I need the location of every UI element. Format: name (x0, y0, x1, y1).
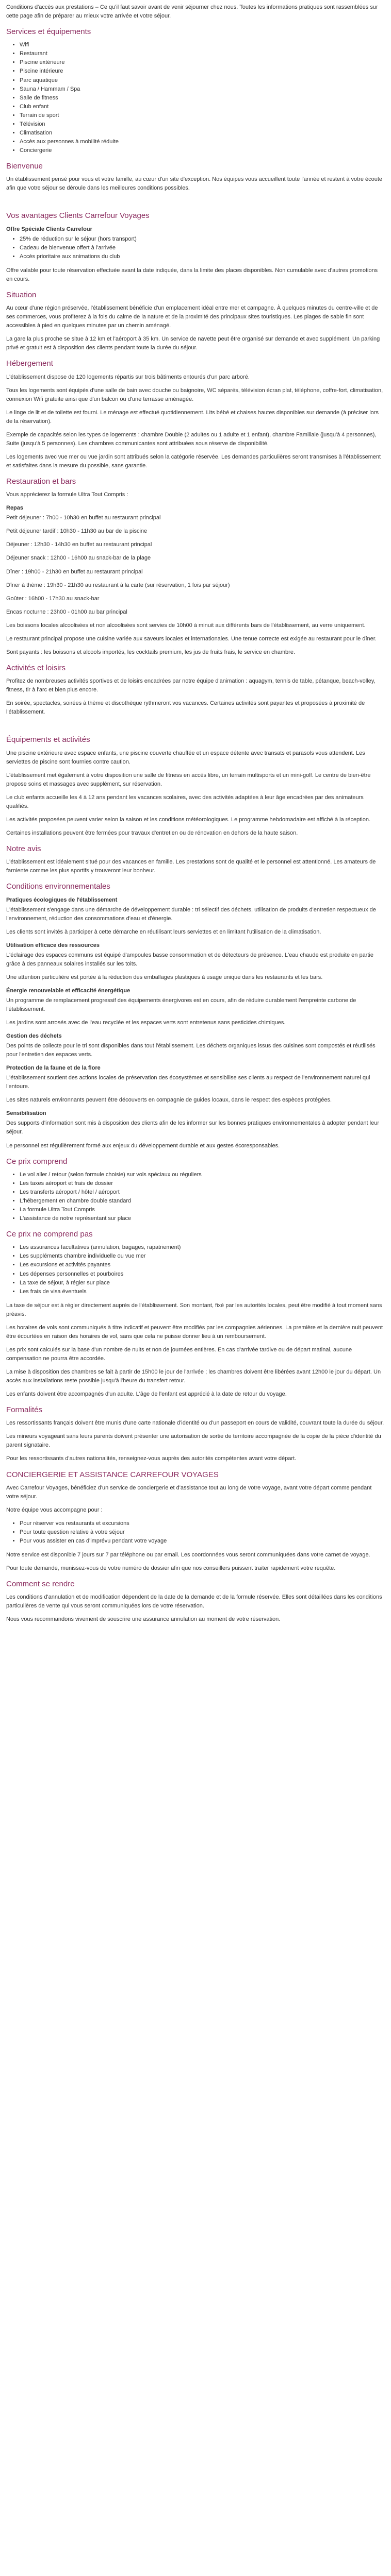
environnement-paragraph: Une attention particulière est portée à la réduction des emballages plastiques à usage unique dans les restaurants et les bars. (6, 974, 323, 980)
repas-line: Déjeuner snack : 12h00 - 16h00 au snack-bar de la plage (6, 555, 151, 562)
list-item: • Les excursions et activités payantes (20, 1261, 385, 1269)
situation-paragraph: La gare la plus proche se situe à 12 km et l'aéroport à 35 km. Un service de navette peut être organisé sur demande et avec supplément. Un parking privé et gratuit est à disposition des clients pendant toute la durée du séjour. (6, 336, 380, 351)
equipements-paragraph: Certaines installations peuvent être fermées pour travaux d'entretien ou de rénovation en dehors de la haute saison. (6, 829, 298, 836)
annulation-paragraph: Les conditions d'annulation et de modification dépendent de la date de la demande et de la formule réservée. Elles sont détaillées dans les conditions particulières de vente qui vous seront communiquées lors de votre réservation. (6, 1594, 382, 1609)
list-item: • Sauna / Hammam / Spa (20, 85, 385, 94)
environnement-paragraph: L'éclairage des espaces communs est équipé d'ampoules basse consommation et de détecteurs de présence. L'eau chaude est produite en partie grâce à des panneaux solaires installés sur les toits. (6, 952, 373, 967)
prix-ne-comprend-pas-title: Ce prix ne comprend pas (6, 1230, 93, 1239)
prix-comprend-title: Ce prix comprend (6, 1157, 68, 1166)
environnement-paragraph: Un programme de remplacement progressif des équipements énergivores est en cours, afin de réduire durablement l'empreinte carbone de l'établissement. (6, 997, 356, 1012)
environnement-paragraph: L'établissement s'engage dans une démarche de développement durable : tri sélectif des déchets, utilisation de produits d'entretien respectueux de l'environnement, réduction des consommations d'eau et d'énergie. (6, 906, 376, 922)
list-item: • Club enfant (20, 103, 385, 111)
environnement-subheading: Énergie renouvelable et efficacité énergétique (6, 987, 131, 994)
conciergerie-list (6, 1519, 385, 1546)
environnement-paragraph: Des supports d'information sont mis à disposition des clients afin de les informer sur les bonnes pratiques environnementales à adopter pendant leur séjour. (6, 1120, 380, 1136)
hebergement-intro: L'établissement dispose de 120 logements répartis sur trois bâtiments entourés d'un parc arboré. (6, 374, 250, 380)
activites-paragraph: Profitez de nombreuses activités sportives et de loisirs encadrées par notre équipe d'animation : aquagym, tennis de table, pétanque, beach-volley, fitness, tir à l'arc et bien plus encore. (6, 678, 376, 693)
services-list (6, 41, 385, 155)
list-item: • Les dépenses personnelles et pourboires (20, 1270, 385, 1279)
list-item: • Piscine extérieure (20, 58, 385, 67)
list-item: • Terrain de sport (20, 111, 385, 120)
list-item: • Les assurances facultatives (annulation, bagages, rapatriement) (20, 1243, 385, 1252)
restauration-intro: Vous apprécierez la formule Ultra Tout Compris : (6, 492, 128, 498)
repas-line: Encas nocturne : 23h00 - 01h00 au bar principal (6, 608, 127, 615)
situation-paragraph: Au cœur d'une région préservée, l'établissement bénéficie d'un emplacement idéal entre mer et campagne. À quelques minutes du centre-ville et de ses commerces, vous profiterez à la fois du calme de la nature et de la proximité des principaux sites touristiques. Les plages de sable fin sont accessibles à pied en quelques minutes par un chemin aménagé. (6, 305, 378, 329)
list-item: • L'hébergement en chambre double standard (20, 1197, 385, 1206)
conditions-paragraph: La mise à disposition des chambres se fait à partir de 15h00 le jour de l'arrivée ; les chambres doivent être libérées avant 12h00 le jour du départ. Un accès aux installations reste possible jusqu'à l'heure du transfert retour. (6, 1368, 381, 1384)
environnement-title: Conditions environnementales (6, 882, 110, 891)
repas-line: Dîner à thème : 19h30 - 21h30 au restaurant à la carte (sur réservation, 1 fois par séjour) (6, 582, 230, 588)
environnement-paragraph: Des points de collecte pour le tri sont disponibles dans tout l'établissement. Les déchets organiques issus des cuisines sont compostés et réutilisés pour l'entretien des espaces verts. (6, 1043, 376, 1058)
formalites-paragraph: Les mineurs voyageant sans leurs parents doivent présenter une autorisation de sortie de territoire accompagnée de la copie de la pièce d'identité du parent signataire. (6, 1433, 381, 1449)
list-item: • Les transferts aéroport / hôtel / aéroport (20, 1188, 385, 1197)
notre-avis-title: Notre avis (6, 844, 41, 853)
environnement-paragraph: Les clients sont invités à participer à cette démarche en réutilisant leurs serviettes et en limitant l'utilisation de la climatisation. (6, 928, 321, 935)
environnement-paragraph: L'établissement soutient des actions locales de préservation des écosystèmes et sensibilise ses clients au respect de l'environnement naturel qui l'entoure. (6, 1075, 370, 1090)
repas-line: Dîner : 19h00 - 21h30 en buffet au restaurant principal (6, 568, 143, 575)
list-item: • Salle de fitness (20, 94, 385, 103)
avantages-subtitle: Offre Spéciale Clients Carrefour (6, 226, 92, 232)
conditions-paragraph: Les prix sont calculés sur la base d'un nombre de nuits et non de journées entières. En cas d'arrivée tardive ou de départ matinal, aucune compensation ne pourra être accordée. (6, 1346, 352, 1362)
list-item: • Restaurant (20, 49, 385, 58)
list-item: • Climatisation (20, 129, 385, 138)
repas-line: Petit déjeuner : 7h00 - 10h30 en buffet au restaurant principal (6, 515, 161, 521)
restauration-title: Restauration et bars (6, 477, 76, 486)
hebergement-paragraph: Le linge de lit et de toilette est fourni. Le ménage est effectué quotidiennement. Lits bébé et chaises hautes disponibles sur demande (à préciser lors de la réservation). (6, 409, 379, 425)
list-item: • Accès prioritaire aux animations du club (20, 252, 385, 261)
list-item: • Télévision (20, 120, 385, 129)
activites-title: Activités et loisirs (6, 663, 66, 672)
formalites-paragraph: Pour les ressortissants d'autres nationalités, renseignez-vous auprès des autorités compétentes avant votre départ. (6, 1455, 297, 1462)
restauration-paragraph: Les boissons locales alcoolisées et non alcoolisées sont servies de 10h00 à minuit aux différents bars de l'établissement, au verre uniquement. (6, 622, 366, 629)
list-item: • Pour réserver vos restaurants et excursions (20, 1519, 385, 1528)
list-item: • Pour vous assister en cas d'imprévu pendant votre voyage (20, 1537, 385, 1546)
formalites-title: Formalités (6, 1405, 43, 1415)
list-item: • 25% de réduction sur le séjour (hors transport) (20, 235, 385, 244)
list-item: • Piscine intérieure (20, 67, 385, 76)
equipements-paragraph: Le club enfants accueille les 4 à 12 ans pendant les vacances scolaires, avec des activités adaptées à leur âge encadrées par des animateurs qualifiés. (6, 794, 364, 809)
environnement-subheading: Protection de la faune et de la flore (6, 1065, 101, 1072)
bienvenue-title: Bienvenue (6, 161, 43, 171)
restauration-paragraph: Sont payants : les boissons et alcools importés, les cocktails premium, les jus de fruits frais, le service en chambre. (6, 649, 296, 655)
repas-label: Repas (6, 505, 24, 512)
notre-avis-text: L'établissement est idéalement situé pour des vacances en famille. Les prestations sont de qualité et le personnel est attentionné. Les amateurs de farniente comme les plus sportifs y trouveront leur bonheur. (6, 859, 376, 874)
hebergement-title: Hébergement (6, 359, 53, 368)
formalites-paragraph: Les ressortissants français doivent être munis d'une carte nationale d'identité ou d'un passeport en cours de validité, couvrant toute la durée du séjour. (6, 1420, 384, 1427)
conciergerie-paragraph: Notre service est disponible 7 jours sur 7 par téléphone ou par email. Les coordonnées vous seront communiquées dans votre carnet de voyage. (6, 1552, 370, 1558)
list-item: • L'assistance de notre représentant sur place (20, 1214, 385, 1223)
conditions-paragraph: Les enfants doivent être accompagnés d'un adulte. L'âge de l'enfant est apprécié à la date de retour du voyage. (6, 1391, 287, 1398)
repas-line: Déjeuner : 12h30 - 14h30 en buffet au restaurant principal (6, 541, 152, 548)
intro-text: Conditions d'accès aux prestations – Ce qu'il faut savoir avant de venir séjourner chez nous. Toutes les informations pratiques sont rassemblées sur cette page afin de préparer au mieux votre arrivée et votre séjour. (6, 4, 378, 20)
environnement-subtitle: Pratiques écologiques de l'établissement (6, 896, 118, 903)
list-item: • Cadeau de bienvenue offert à l'arrivée (20, 244, 385, 252)
environnement-subheading: Sensibilisation (6, 1110, 46, 1117)
annulation-title: Comment se rendre (6, 1580, 75, 1589)
equipements-paragraph: Les activités proposées peuvent varier selon la saison et les conditions météorologiques. Le programme hebdomadaire est affiché à la réception. (6, 816, 371, 823)
environnement-paragraph: Le personnel est régulièrement formé aux enjeux du développement durable et aux gestes écoresponsables. (6, 1142, 280, 1149)
avantages-list (6, 235, 385, 261)
conciergerie-paragraph: Avec Carrefour Voyages, bénéficiez d'un service de conciergerie et d'assistance tout au long de votre voyage, avant votre départ comme pendant votre séjour. (6, 1484, 372, 1500)
avantages-text: Offre valable pour toute réservation effectuée avant la date indiquée, dans la limite des places disponibles. Non cumulable avec d'autres promotions en cours. (6, 267, 378, 282)
bienvenue-text: Un établissement pensé pour vous et votre famille, au cœur d'un site d'exception. Nos équipes vous accueillent toute l'année et restent à votre écoute afin que votre séjour se déroule dans les meilleures conditions possibles. (6, 176, 383, 192)
conciergerie-paragraph: Notre équipe vous accompagne pour : (6, 1506, 103, 1513)
environnement-paragraph: Les sites naturels environnants peuvent être découverts en compagnie de guides locaux, dans le respect des espèces protégées. (6, 1097, 332, 1104)
list-item: • Les frais de visa éventuels (20, 1287, 385, 1296)
list-item: • Conciergerie (20, 146, 385, 155)
environnement-subheading: Gestion des déchets (6, 1033, 62, 1040)
prix-ne-comprend-pas-list (6, 1243, 385, 1296)
hebergement-paragraph: Tous les logements sont équipés d'une salle de bain avec douche ou baignoire, WC séparés, télévision écran plat, téléphone, coffre-fort, climatisation, connexion Wifi gratuite ainsi que d'un balcon ou d'une terrasse aménagée. (6, 387, 383, 402)
activites-paragraph: En soirée, spectacles, soirées à thème et discothèque rythmeront vos vacances. Certaines activités sont payantes et proposées à proximité de l'établissement. (6, 700, 365, 716)
list-item: • Parc aquatique (20, 76, 385, 85)
services-title: Services et équipements (6, 27, 91, 37)
conciergerie-paragraph: Pour toute demande, munissez-vous de votre numéro de dossier afin que nos conseillers puissent traiter rapidement votre requête. (6, 1565, 336, 1572)
annulation-paragraph: Nous vous recommandons vivement de souscrire une assurance annulation au moment de votre réservation. (6, 1616, 281, 1623)
list-item: • Accès aux personnes à mobilité réduite (20, 138, 385, 146)
equipements-paragraph: L'établissement met également à votre disposition une salle de fitness en accès libre, un terrain multisports et un mini-golf. Le centre de bien-être propose soins et massages avec supplément, sur réservation. (6, 772, 371, 787)
situation-title: Situation (6, 290, 37, 299)
avantages-title: Vos avantages Clients Carrefour Voyages (6, 211, 150, 221)
repas-line: Petit déjeuner tardif : 10h30 - 11h30 au bar de la piscine (6, 528, 148, 535)
list-item: • Pour toute question relative à votre séjour (20, 1528, 385, 1537)
conditions-paragraph: La taxe de séjour est à régler directement auprès de l'établissement. Son montant, fixé par les autorités locales, peut être modifié à tout moment sans préavis. (6, 1302, 382, 1317)
list-item: • Wifi (20, 41, 385, 49)
list-item: • Les suppléments chambre individuelle ou vue mer (20, 1252, 385, 1261)
equipements-paragraph: Une piscine extérieure avec espace enfants, une piscine couverte chauffée et un espace détente avec transats et parasols vous attendent. Les serviettes de piscine sont fournies contre caution. (6, 750, 365, 765)
equipements-title: Équipements et activités (6, 735, 90, 744)
environnement-subheading: Utilisation efficace des ressources (6, 942, 100, 948)
conciergerie-title: CONCIERGERIE ET ASSISTANCE CARREFOUR VOYAGES (6, 1470, 219, 1479)
prix-comprend-list (6, 1171, 385, 1223)
list-item: • La formule Ultra Tout Compris (20, 1206, 385, 1214)
list-item: • La taxe de séjour, à régler sur place (20, 1279, 385, 1287)
environnement-paragraph: Les jardins sont arrosés avec de l'eau recyclée et les espaces verts sont entretenus sans pesticides chimiques. (6, 1020, 286, 1026)
conditions-paragraph: Les horaires de vols sont communiqués à titre indicatif et peuvent être modifiés par les compagnies aériennes. La première et la dernière nuit peuvent être écourtées en raison des horaires de vol, sans que cela ne puisse donner lieu à un remboursement. (6, 1324, 383, 1340)
restauration-paragraph: Le restaurant principal propose une cuisine variée aux saveurs locales et internationales. Une tenue correcte est exigée au restaurant pour le dîner. (6, 635, 377, 642)
hebergement-paragraph: Exemple de capacités selon les types de logements : chambre Double (2 adultes ou 1 adulte et 1 enfant), chambre Familiale (jusqu'à 4 personnes), Suite (jusqu'à 5 personnes). Les chambres communicantes sont attribuées sous réserve de disponibilité. (6, 431, 377, 447)
list-item: • Les taxes aéroport et frais de dossier (20, 1179, 385, 1188)
hebergement-paragraph: Les logements avec vue mer ou vue jardin sont attribués selon la catégorie réservée. Les demandes particulières seront transmises à l'établissement et satisfaites dans la mesure du possible, sans garantie. (6, 453, 381, 469)
repas-line: Goûter : 16h00 - 17h30 au snack-bar (6, 595, 100, 602)
list-item: • Le vol aller / retour (selon formule choisie) sur vols spéciaux ou réguliers (20, 1171, 385, 1179)
